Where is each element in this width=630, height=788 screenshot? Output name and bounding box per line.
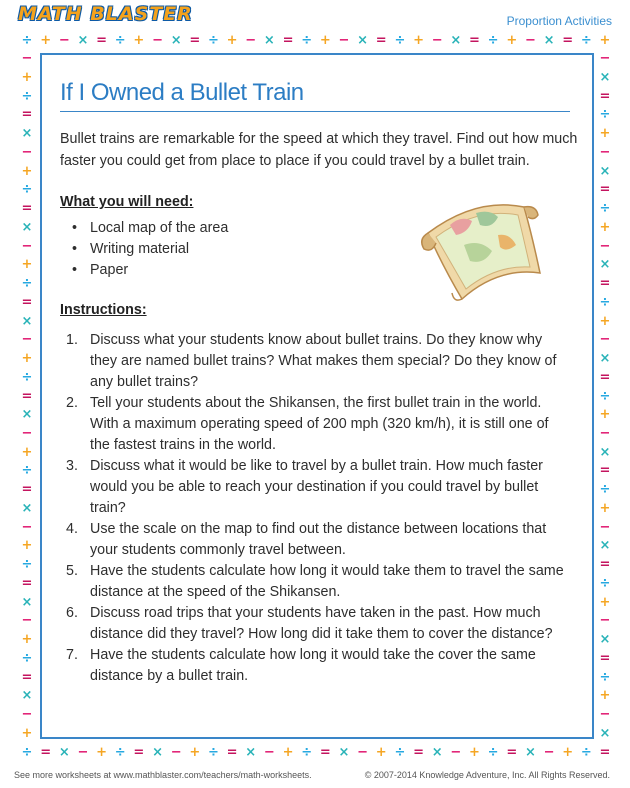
times-icon: ×: [450, 32, 462, 48]
equals-icon: =: [40, 744, 52, 760]
times-icon: ×: [543, 32, 555, 48]
plus-icon: +: [599, 407, 611, 423]
needs-list: [72, 218, 228, 281]
step-number: 6.: [66, 605, 78, 621]
plus-icon: +: [599, 219, 611, 235]
minus-icon: −: [543, 744, 555, 760]
divide-icon: ÷: [394, 32, 406, 48]
minus-icon: −: [58, 32, 70, 48]
title-divider: [60, 111, 570, 112]
times-icon: ×: [357, 32, 369, 48]
minus-icon: −: [77, 744, 89, 760]
minus-icon: −: [450, 744, 462, 760]
times-icon: ×: [21, 126, 33, 142]
minus-icon: −: [599, 144, 611, 160]
divide-icon: ÷: [599, 575, 611, 591]
equals-icon: =: [96, 32, 108, 48]
step-text: Discuss what your students know about bullet trains. Do they know why they are named bullet trains? What makes them special? Do they know of any bullet trains?: [90, 332, 557, 390]
times-icon: ×: [152, 744, 163, 760]
divide-icon: ÷: [599, 107, 611, 123]
equals-icon: =: [282, 32, 294, 48]
times-icon: ×: [263, 32, 275, 48]
equals-icon: =: [21, 201, 33, 217]
plus-icon: +: [413, 32, 424, 48]
equals-icon: =: [375, 32, 387, 48]
divide-icon: ÷: [21, 276, 33, 292]
times-icon: ×: [170, 32, 182, 48]
minus-icon: −: [599, 238, 611, 254]
needs-list-item: • Writing material: [72, 239, 228, 260]
equals-icon: =: [599, 463, 611, 479]
minus-icon: −: [21, 51, 33, 67]
times-icon: ×: [21, 219, 33, 235]
step-number: 7.: [66, 647, 78, 663]
plus-icon: +: [562, 744, 574, 760]
instruction-step: [66, 456, 571, 519]
times-icon: ×: [338, 744, 350, 760]
times-icon: ×: [599, 163, 611, 179]
plus-icon: +: [40, 32, 52, 48]
times-icon: ×: [599, 725, 611, 741]
divide-icon: ÷: [599, 201, 611, 217]
minus-icon: −: [21, 238, 33, 254]
times-icon: ×: [21, 407, 33, 423]
instruction-step: [66, 603, 571, 645]
plus-icon: +: [599, 313, 611, 329]
divide-icon: ÷: [487, 744, 499, 760]
plus-icon: +: [506, 32, 518, 48]
step-text: Use the scale on the map to find out the distance between locations that your students commonly travel between.: [90, 521, 547, 558]
divide-icon: ÷: [21, 650, 33, 666]
divide-icon: ÷: [599, 482, 611, 498]
equals-icon: =: [413, 744, 424, 760]
step-number: 4.: [66, 521, 78, 537]
divide-icon: ÷: [21, 88, 33, 104]
minus-icon: −: [21, 332, 33, 348]
equals-icon: =: [189, 32, 201, 48]
times-icon: ×: [599, 538, 611, 554]
plus-icon: +: [21, 163, 33, 179]
equals-icon: =: [133, 744, 145, 760]
equals-icon: =: [21, 575, 33, 591]
divide-icon: ÷: [599, 294, 611, 310]
plus-icon: +: [21, 725, 33, 741]
step-number: 1.: [66, 332, 78, 348]
minus-icon: −: [21, 425, 33, 441]
plus-icon: +: [375, 744, 387, 760]
instruction-step: [66, 645, 571, 687]
instruction-step: [66, 393, 571, 456]
plus-icon: +: [133, 32, 145, 48]
minus-icon: −: [599, 51, 611, 67]
equals-icon: =: [21, 107, 33, 123]
equals-icon: =: [599, 650, 611, 666]
minus-icon: −: [263, 744, 275, 760]
divide-icon: ÷: [487, 32, 499, 48]
plus-icon: +: [599, 32, 611, 48]
divide-icon: ÷: [21, 32, 33, 48]
step-number: 2.: [66, 395, 78, 411]
times-icon: ×: [599, 351, 611, 367]
times-icon: ×: [21, 313, 33, 329]
times-icon: ×: [21, 688, 33, 704]
minus-icon: −: [338, 32, 350, 48]
divide-icon: ÷: [21, 557, 33, 573]
category-label: Proportion Activities: [506, 14, 612, 28]
minus-icon: −: [599, 332, 611, 348]
plus-icon: +: [21, 444, 33, 460]
plus-icon: +: [189, 744, 201, 760]
divide-icon: ÷: [21, 744, 33, 760]
plus-icon: +: [599, 500, 611, 516]
plus-icon: +: [599, 688, 611, 704]
plus-icon: +: [21, 351, 33, 367]
instructions-list: [66, 330, 571, 687]
divide-icon: ÷: [580, 32, 592, 48]
times-icon: ×: [599, 632, 611, 648]
minus-icon: −: [21, 519, 33, 535]
instruction-step: [66, 561, 571, 603]
times-icon: ×: [245, 744, 257, 760]
plus-icon: +: [599, 126, 611, 142]
step-number: 5.: [66, 563, 78, 579]
needs-heading: What you will need:: [60, 194, 194, 210]
times-icon: ×: [21, 500, 33, 516]
divide-icon: ÷: [580, 744, 592, 760]
page-title: If I Owned a Bullet Train: [60, 79, 304, 106]
minus-icon: −: [524, 32, 536, 48]
footer-link-text[interactable]: See more worksheets at www.mathblaster.com/teachers/math-worksheets.: [14, 770, 312, 780]
divide-icon: ÷: [599, 669, 611, 685]
divide-icon: ÷: [599, 388, 611, 404]
minus-icon: −: [599, 707, 611, 723]
equals-icon: =: [319, 744, 331, 760]
divide-icon: ÷: [21, 369, 33, 385]
times-icon: ×: [599, 69, 611, 85]
minus-icon: −: [357, 744, 369, 760]
equals-icon: =: [599, 276, 611, 292]
equals-icon: =: [506, 744, 518, 760]
minus-icon: −: [431, 32, 443, 48]
equals-icon: =: [469, 32, 480, 48]
equals-icon: =: [599, 557, 611, 573]
map-scroll-icon: [406, 195, 548, 305]
equals-icon: =: [599, 88, 611, 104]
plus-icon: +: [21, 632, 33, 648]
equals-icon: =: [599, 182, 611, 198]
divide-icon: ÷: [114, 32, 126, 48]
equals-icon: =: [21, 294, 33, 310]
minus-icon: −: [170, 744, 182, 760]
minus-icon: −: [21, 707, 33, 723]
plus-icon: +: [21, 538, 33, 554]
times-icon: ×: [21, 594, 33, 610]
footer-copyright: © 2007-2014 Knowledge Adventure, Inc. All Rights Reserved.: [364, 770, 610, 780]
step-text: Tell your students about the Shikansen, the first bullet train in the world. With a maximum operating speed of 200 mph (320 km/h), it is still one of the fastest trains in the world.: [90, 395, 549, 453]
plus-icon: +: [469, 744, 480, 760]
plus-icon: +: [21, 257, 33, 273]
divide-icon: ÷: [207, 32, 219, 48]
times-icon: ×: [58, 744, 70, 760]
plus-icon: +: [226, 32, 238, 48]
equals-icon: =: [599, 744, 611, 760]
divide-icon: ÷: [21, 463, 33, 479]
divide-icon: ÷: [114, 744, 126, 760]
equals-icon: =: [599, 369, 611, 385]
divide-icon: ÷: [394, 744, 406, 760]
plus-icon: +: [282, 744, 294, 760]
math-blaster-logo[interactable]: MATH BLASTER: [18, 3, 193, 25]
divide-icon: ÷: [207, 744, 219, 760]
equals-icon: =: [21, 482, 33, 498]
divide-icon: ÷: [21, 182, 33, 198]
equals-icon: =: [21, 388, 33, 404]
plus-icon: +: [319, 32, 331, 48]
plus-icon: +: [21, 69, 33, 85]
plus-icon: +: [96, 744, 108, 760]
divide-icon: ÷: [301, 744, 313, 760]
equals-icon: =: [562, 32, 574, 48]
needs-list-item: • Paper: [72, 260, 228, 281]
equals-icon: =: [21, 669, 33, 685]
minus-icon: −: [599, 425, 611, 441]
minus-icon: −: [21, 613, 33, 629]
times-icon: ×: [599, 444, 611, 460]
minus-icon: −: [599, 613, 611, 629]
equals-icon: =: [226, 744, 238, 760]
minus-icon: −: [599, 519, 611, 535]
instructions-heading: Instructions:: [60, 302, 147, 318]
times-icon: ×: [599, 257, 611, 273]
minus-icon: −: [152, 32, 163, 48]
step-text: Discuss what it would be like to travel by a bullet train. How much faster would you be able to reach your destination if you could travel by bullet train?: [90, 458, 543, 516]
step-text: Have the students calculate how long it would take the cover the same distance by a bullet train.: [90, 647, 536, 684]
minus-icon: −: [245, 32, 257, 48]
times-icon: ×: [431, 744, 443, 760]
times-icon: ×: [524, 744, 536, 760]
step-text: Have the students calculate how long it would take them to travel the same distance at the speed of the Shikansen.: [90, 563, 564, 600]
times-icon: ×: [77, 32, 89, 48]
plus-icon: +: [599, 594, 611, 610]
needs-list-item: • Local map of the area: [72, 218, 228, 239]
instruction-step: [66, 519, 571, 561]
minus-icon: −: [21, 144, 33, 160]
step-number: 3.: [66, 458, 78, 474]
intro-paragraph: Bullet trains are remarkable for the speed at which they travel. Find out how much faster you could get from place to place if you could travel by a bullet train.: [60, 131, 578, 169]
instruction-step: [66, 330, 571, 393]
step-text: Discuss road trips that your students have taken in the past. How much distance did they travel? How long did it take them to cover the distance?: [90, 605, 553, 642]
divide-icon: ÷: [301, 32, 313, 48]
